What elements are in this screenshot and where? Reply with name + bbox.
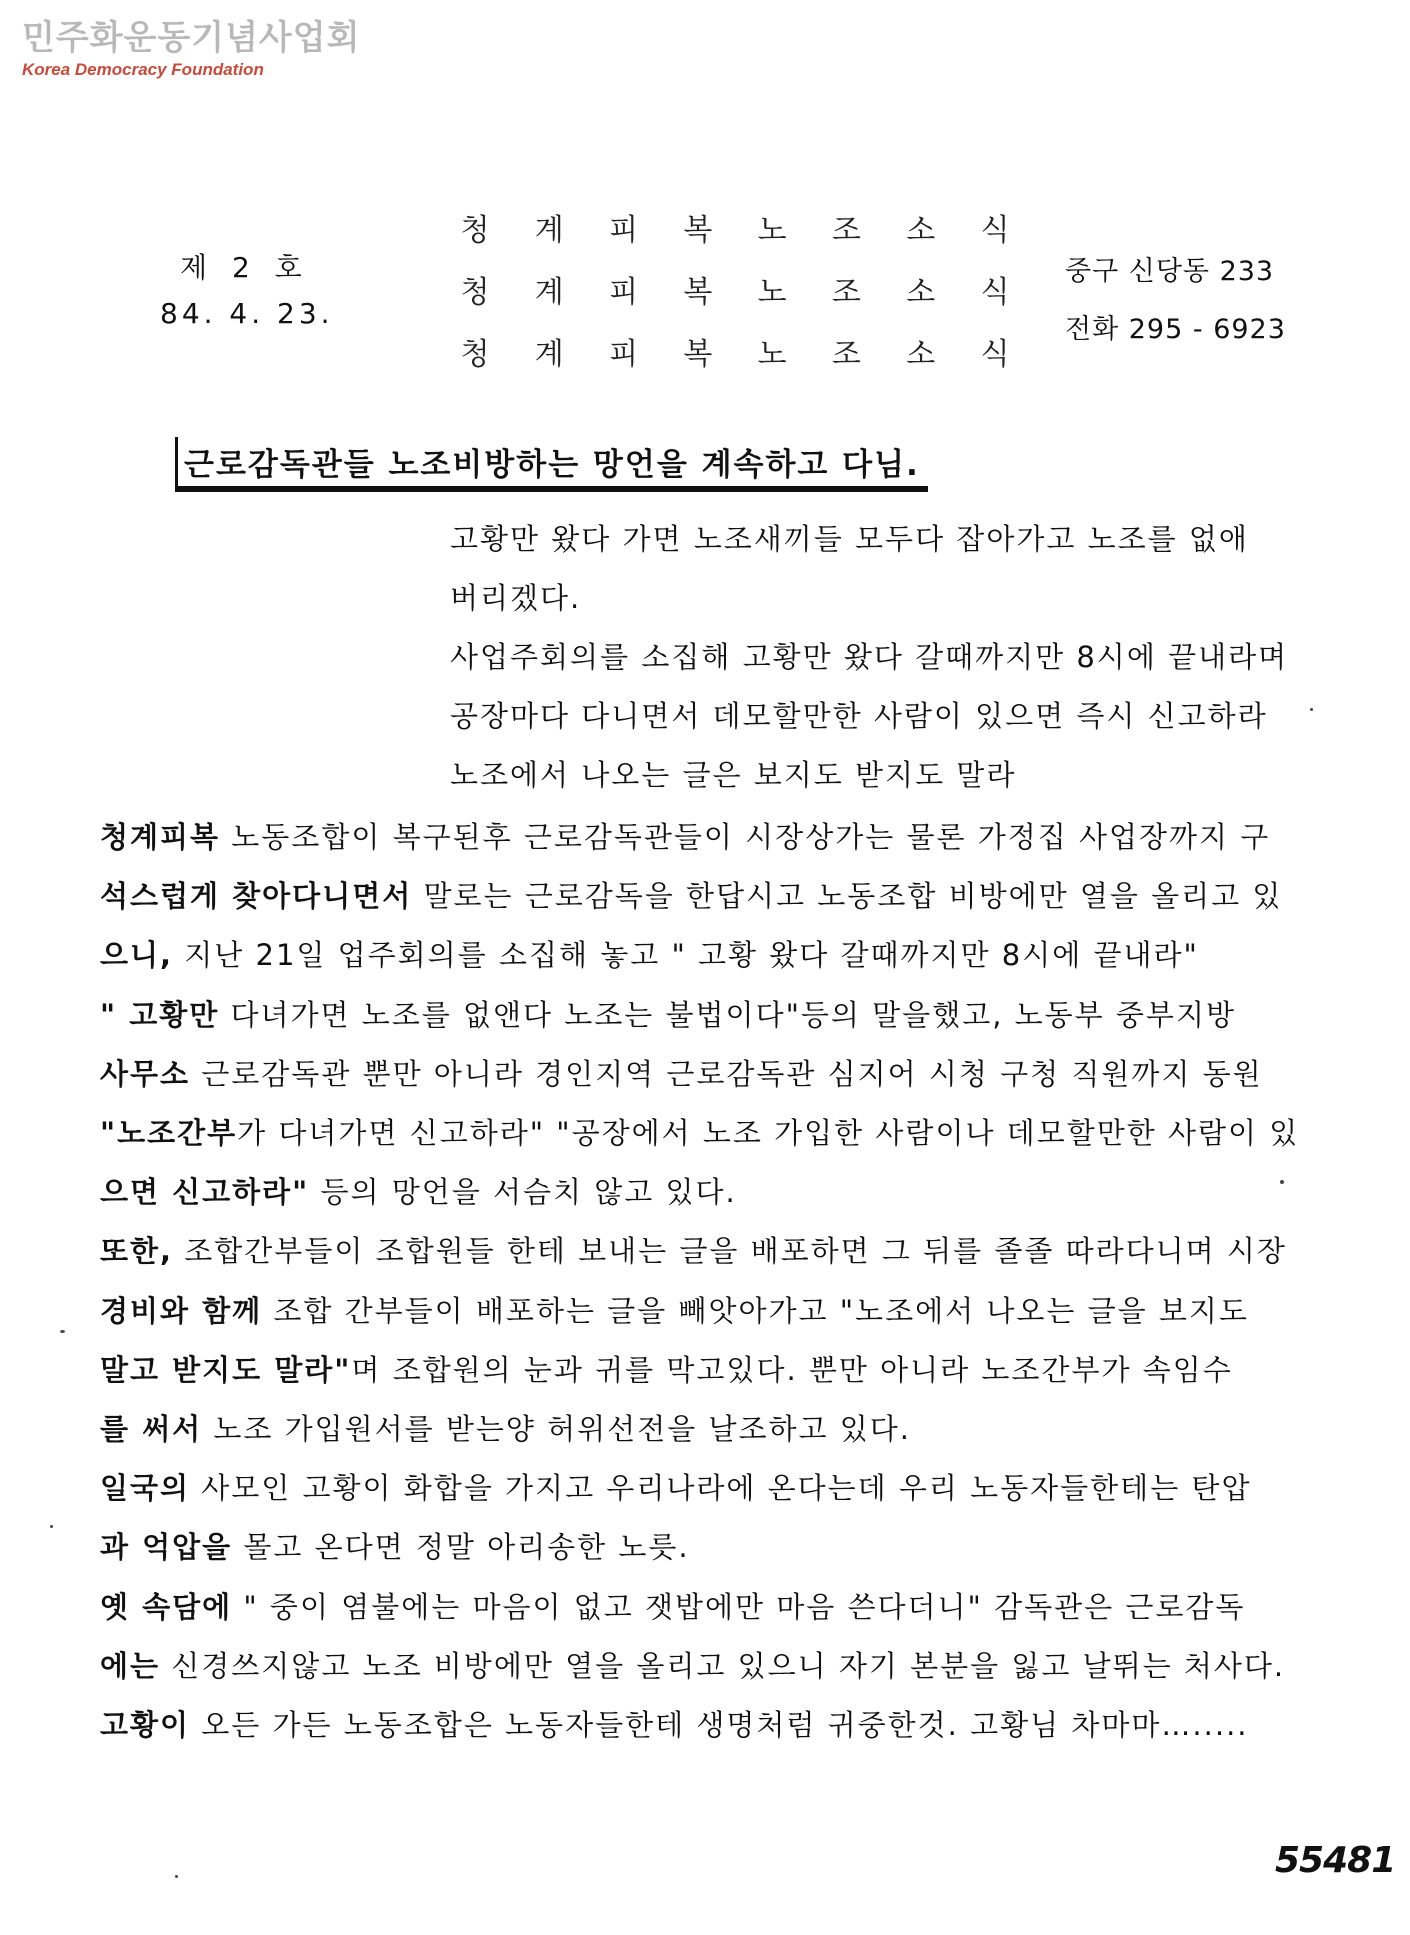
line-lead: 과 억압을 [100,1530,233,1565]
body-line [100,808,1330,867]
line-text: 조합간부들이 조합원들 한테 보내는 글을 배포하면 그 뒤를 졸졸 따라다니며 시장 [173,1234,1287,1269]
title-char: 복 [683,213,713,248]
title-char: 조 [831,337,861,372]
watermark-english: Korea Democracy Foundation [22,60,264,79]
article-headline: 근로감독관들 노조비방하는 망언을 계속하고 다님. [175,437,928,492]
scan-speck [1280,1180,1284,1184]
line-text: 사모인 고황이 화합을 가지고 우리나라에 온다는데 우리 노동자들한테는 탄압 [190,1471,1252,1506]
quote-line: 고황만 왔다 가면 노조새끼들 모두다 잡아가고 노조를 없애 [450,522,1249,556]
line-lead: 청계피복 [100,820,221,854]
line-text: 지난 21일 업주회의를 소집해 놓고 " 고황 왔다 갈때까지만 8시에 끝내라" [173,938,1199,973]
line-lead: 옛 속담에 [100,1589,233,1624]
title-char: 계 [534,275,564,310]
line-text: 며 조합원의 눈과 귀를 막고있다. 뿐만 아니라 노조간부가 속임수 [351,1352,1233,1387]
issue-date: 84. 4. 23. [160,297,334,330]
newsletter-title-line [450,262,1020,324]
title-char: 복 [683,275,713,310]
title-char: 피 [609,275,639,310]
line-lead: 에는 [100,1648,161,1683]
issue-info [160,245,380,337]
line-text: 등의 망언을 서슴치 않고 있다. [309,1175,737,1210]
line-text: 오든 가든 노동조합은 노동자들한테 생명처럼 귀중한것. 고황님 차마마…..... [190,1708,1249,1743]
archive-number: 55481 [1275,1840,1396,1881]
title-char: 청 [460,275,490,310]
line-text: 가 다녀가면 신고하라" "공장에서 노조 가입한 사람이나 데모할만한 사람이 있 [237,1116,1300,1151]
scan-speck [175,1875,178,1878]
line-text: 근로감독관 뿐만 아니라 경인지역 근로감독관 심지어 시청 구청 직원까지 동원 [190,1056,1263,1091]
issue-number: 제 2 호 [180,251,310,284]
line-lead: 를 써서 [100,1412,203,1447]
archive-watermark [22,18,360,80]
line-lead: 으면 신고하라" [100,1175,310,1210]
line-lead: 사무소 [100,1056,191,1091]
title-char: 소 [906,275,936,310]
quote-line: 버리겠다. [450,581,582,615]
watermark-korean: 민주화운동기념사업회 [22,18,361,58]
body-line [100,867,1330,926]
body-line [100,986,1330,1045]
newsletter-title-block [450,200,1020,386]
line-lead: 일국의 [100,1471,191,1506]
body-line [100,1341,1330,1400]
union-address [1065,243,1365,359]
title-char: 계 [534,213,564,248]
title-char: 노 [757,213,787,248]
body-line [100,1637,1330,1696]
title-char: 복 [683,337,713,372]
title-char: 노 [757,275,787,310]
body-line [100,1045,1330,1104]
title-char: 소 [906,213,936,248]
line-lead: 경비와 함께 [100,1293,263,1328]
scan-speck [60,1330,65,1333]
title-char: 노 [757,337,787,372]
newsletter-title-line [450,324,1020,386]
title-char: 청 [460,213,490,248]
line-text: 조합 간부들이 배포하는 글을 빼앗아가고 "노조에서 나오는 글을 보지도 [262,1293,1249,1328]
scan-speck [50,1525,53,1528]
title-char: 피 [609,337,639,372]
body-line [100,1400,1330,1459]
line-text: " 중이 염불에는 마음이 없고 잿밥에만 마음 쓴다더니" 감독관은 근로감독 [232,1589,1246,1624]
title-char: 소 [906,337,936,372]
body-line [100,1518,1330,1577]
quote-line: 공장마다 다니면서 데모할만한 사람이 있으면 즉시 신고하라 [450,699,1268,733]
body-line [100,1696,1330,1755]
title-char: 조 [831,275,861,310]
address-location: 중구 신당동 233 [1065,256,1275,287]
body-line [100,1104,1330,1163]
line-text: 노조 가입원서를 받는양 허위선전을 날조하고 있다. [202,1412,911,1447]
line-lead: 고황이 [100,1708,191,1743]
line-lead: " 고황만 [100,997,220,1032]
quoted-remarks [450,510,1310,805]
body-line [100,1282,1330,1341]
line-text: 다녀가면 노조를 없앤다 노조는 불법이다"등의 말을했고, 노동부 중부지방 [219,997,1236,1032]
line-lead: "노조간부 [100,1116,238,1151]
body-line [100,1222,1330,1281]
quote-line: 노조에서 나오는 글은 보지도 받지도 말라 [450,758,1017,792]
line-text: 말로는 근로감독을 한답시고 노동조합 비방에만 열을 올리고 있 [412,879,1283,914]
scan-speck [1310,708,1313,711]
title-char: 식 [980,337,1010,372]
line-text: 몰고 온다면 정말 아리송한 노릇. [232,1530,690,1565]
title-char: 식 [980,213,1010,248]
newsletter-title-line [450,200,1020,262]
title-char: 피 [609,213,639,248]
body-line [100,1459,1330,1518]
line-lead: 또한, [100,1234,174,1269]
title-char: 식 [980,275,1010,310]
address-phone: 전화 295 - 6923 [1065,314,1286,345]
title-char: 청 [460,337,490,372]
line-text: 신경쓰지않고 노조 비방에만 열을 올리고 있으니 자기 본분을 잃고 날뛰는 처사다. [160,1648,1286,1683]
title-char: 조 [831,213,861,248]
body-line [100,1163,1330,1222]
line-lead: 석스럽게 찾아다니면서 [100,879,413,914]
body-line [100,926,1330,985]
article-body [100,808,1330,1755]
title-char: 계 [534,337,564,372]
quote-line: 사업주회의를 소집해 고황만 왔다 갈때까지만 8시에 끝내라며 [450,640,1289,674]
line-lead: 으니, [100,938,174,973]
body-line [100,1578,1330,1637]
line-lead: 말고 받지도 말라" [100,1352,352,1387]
line-text: 노동조합이 복구된후 근로감독관들이 시장상가는 물론 가정집 사업장까지 구 [220,820,1271,854]
